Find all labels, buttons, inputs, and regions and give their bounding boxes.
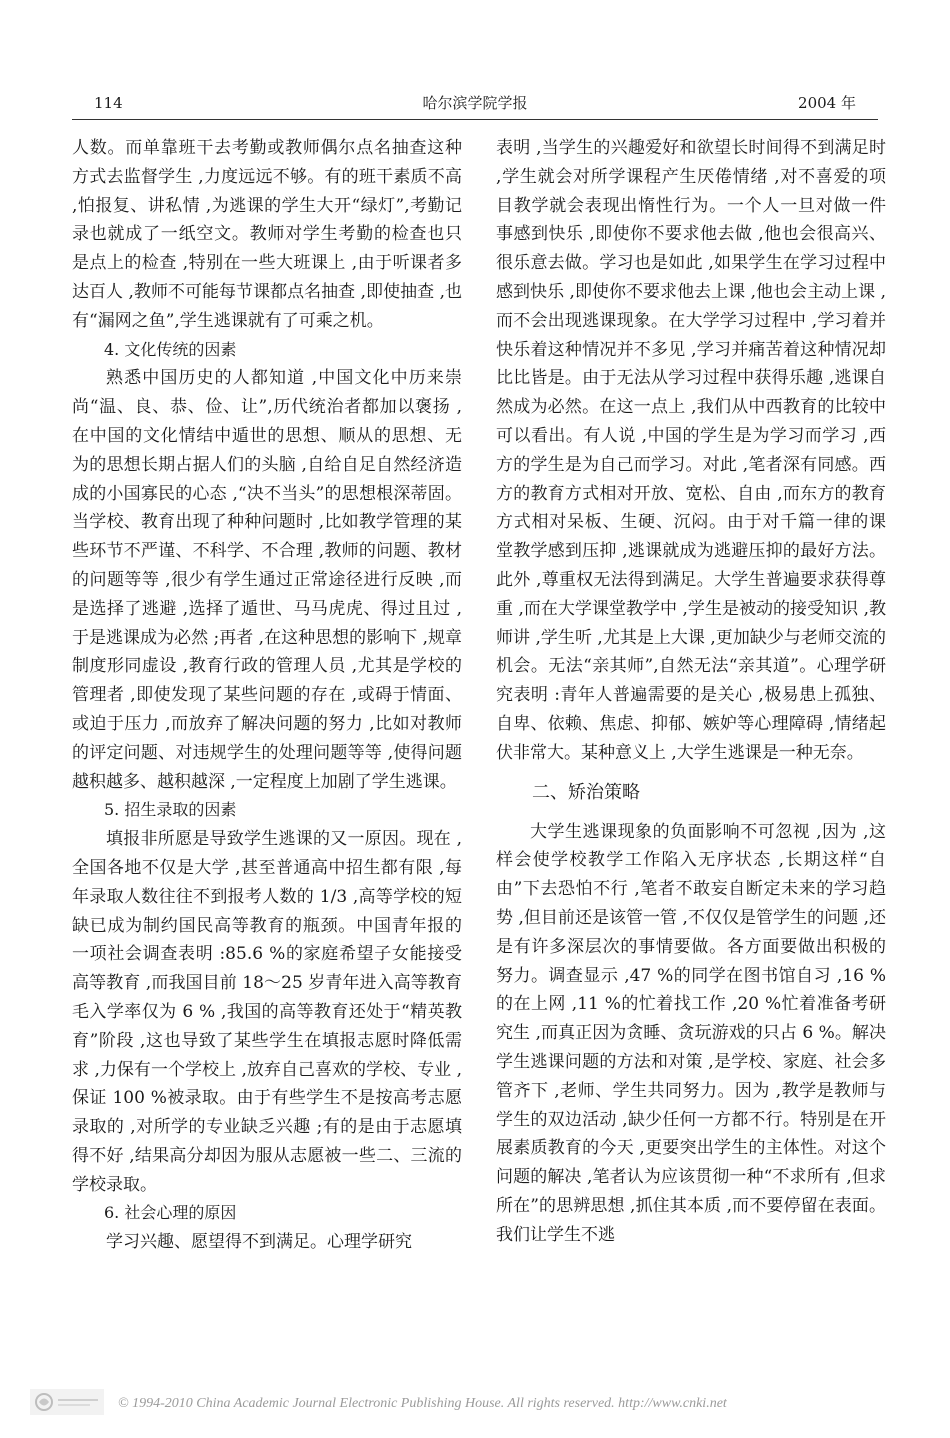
right-column [496,134,886,1249]
left-column [72,134,462,1257]
section-heading: 二、矫治策略 [532,781,640,803]
subsection-heading: 4. 文化传统的因素 [104,339,237,359]
page-number: 114 [94,94,123,112]
body-paragraph: 学习兴趣、愿望得不到满足。心理学研究 [106,1232,412,1253]
copyright-text: © 1994-2010 China Academic Journal Electronic Publishing House. All rights reserved. http://www.cnki.net [118,1396,727,1411]
journal-name: 哈尔滨学院学报 [422,94,528,112]
body-paragraph: 大学生逃课现象的负面影响不可忽视 ,因为 ,这样会使学校教学工作陷入无序状态 ,长期这样“自由”下去恐怕不行 ,笔者不敢妄自断定未来的学习趋势 ,但目前还是该管一管 ,不仅仅是管学生的问题 ,还是有许多深层次的事情要做。各方面要做出积极的努力。调查显示 ,47 %的同学在图书馆自习 ,16 %的在上网 ,11 %的忙着找工作 ,20 %忙着准备考研究生 ,而真正因为贪睡、贪玩游戏的只占 6 %。解决学生逃课问题的方法和对策 ,是学校、家庭、社会多管齐下 ,老师、学生共同努力。因为 ,教学是教师与学生的双边活动 ,缺少任何一方都不行。特别是在开展素质教育的今天 ,更要突出学生的主体性。对这个问题的解决 ,笔者认为应该贯彻一种“不求所有 ,但求所在”的思辨思想 ,抓住其本质 ,而不要停留在表面。我们让学生不逃 [496,821,886,1245]
subsection-heading: 5. 招生录取的因素 [104,800,237,820]
running-header [72,88,878,118]
body-paragraph: 填报非所愿是导致学生逃课的又一原因。现在 ,全国各地不仅是大学 ,甚至普通高中招生都有限 ,每年录取人数往往不到报考人数的 1/3 ,高等学校的短缺已成为制约国民高等教育的瓶颈。中国青年报的一项社会调查表明 :85.6 %的家庭希望子女能接受高等教育 ,而我国目前 18～25 岁青年进入高等教育毛入学率仅为 6 % ,我国的高等教育还处于“精英教育”阶段 ,这也导致了某些学生在填报志愿时降低需求 ,力保有一个学校上 ,放弃自己喜欢的学校、专业 ,保证 100 %被录取。由于有些学生不是按高考志愿录取的 ,对所学的专业缺乏兴趣 ;有的是由于志愿填得不好 ,结果高分却因为服从志愿被一些二、三流的学校录取。 [72,829,462,1195]
header-rule [72,119,878,120]
subsection-heading: 6. 社会心理的原因 [104,1203,237,1223]
body-paragraph: 熟悉中国历史的人都知道 ,中国文化中历来崇尚“温、良、恭、俭、让”,历代统治者都加以褒扬 ,在中国的文化情结中遁世的思想、顺从的思想、无为的思想长期占据人们的头脑 ,自给自足自然经济造成的小国寡民的心态 ,“决不当头”的思想根深蒂固。当学校、教育出现了种种问题时 ,比如教学管理的某些环节不严谨、不科学、不合理 ,教师的问题、教材的问题等等 ,很少有学生通过正常途径进行反映 ,而是选择了逃避 ,选择了遁世、马马虎虎、得过且过 ,于是逃课成为必然 ;再者 ,在这种思想的影响下 ,规章制度形同虚设 ,教育行政的管理人员 ,尤其是学校的管理者 ,即使发现了某些问题的存在 ,或碍于情面、或迫于压力 ,而放弃了解决问题的努力 ,比如对教师的评定问题、对违规学生的处理问题等等 ,使得问题越积越多、越积越深 ,一定程度上加剧了学生逃课。 [72,368,462,792]
body-paragraph: 人数。而单靠班干去考勤或教师偶尔点名抽查这种方式去监督学生 ,力度远远不够。有的班干素质不高 ,怕报复、讲私情 ,为逃课的学生大开“绿灯”,考勤记录也就成了一纸空文。教师对学生考勤的检查也只是点上的检查 ,特别在一些大班课上 ,由于听课者多达百人 ,教师不可能每节课都点名抽查 ,即使抽查 ,也有“漏网之鱼”,学生逃课就有了可乘之机。 [72,138,462,331]
cnki-logo-icon [30,1389,104,1415]
copyright-footer [22,1389,902,1419]
publication-year: 2004 年 [798,94,856,112]
body-paragraph: 表明 ,当学生的兴趣爱好和欲望长时间得不到满足时 ,学生就会对所学课程产生厌倦情绪 ,对不喜爱的项目教学就会表现出惰性行为。一个人一旦对做一件事感到快乐 ,即使你不要求他去做 ,他也会很高兴、很乐意去做。学习也是如此 ,如果学生在学习过程中感到快乐 ,即使你不要求他去上课 ,他也会主动上课 ,而不会出现逃课现象。在大学学习过程中 ,学习着并快乐着这种情况并不多见 ,学习并痛苦着这种情况却比比皆是。由于无法从学习过程中获得乐趣 ,逃课自然成为必然。在这一点上 ,我们从中西教育的比较中可以看出。有人说 ,中国的学生是为学习而学习 ,西方的学生是为自己而学习。对此 ,笔者深有同感。西方的教育方式相对开放、宽松、自由 ,而东方的教育方式相对呆板、生硬、沉闷。由于对千篇一律的课堂教学感到压抑 ,逃课就成为逃避压抑的最好方法。此外 ,尊重权无法得到满足。大学生普遍要求获得尊重 ,而在大学课堂教学中 ,学生是被动的接受知识 ,教师讲 ,学生听 ,尤其是上大课 ,更加缺少与老师交流的机会。无法“亲其师”,自然无法“亲其道”。心理学研究表明 :青年人普遍需要的是关心 ,极易患上孤独、自卑、依赖、焦虑、抑郁、嫉妒等心理障碍 ,情绪起伏非常大。某种意义上 ,大学生逃课是一种无奈。 [496,138,887,763]
